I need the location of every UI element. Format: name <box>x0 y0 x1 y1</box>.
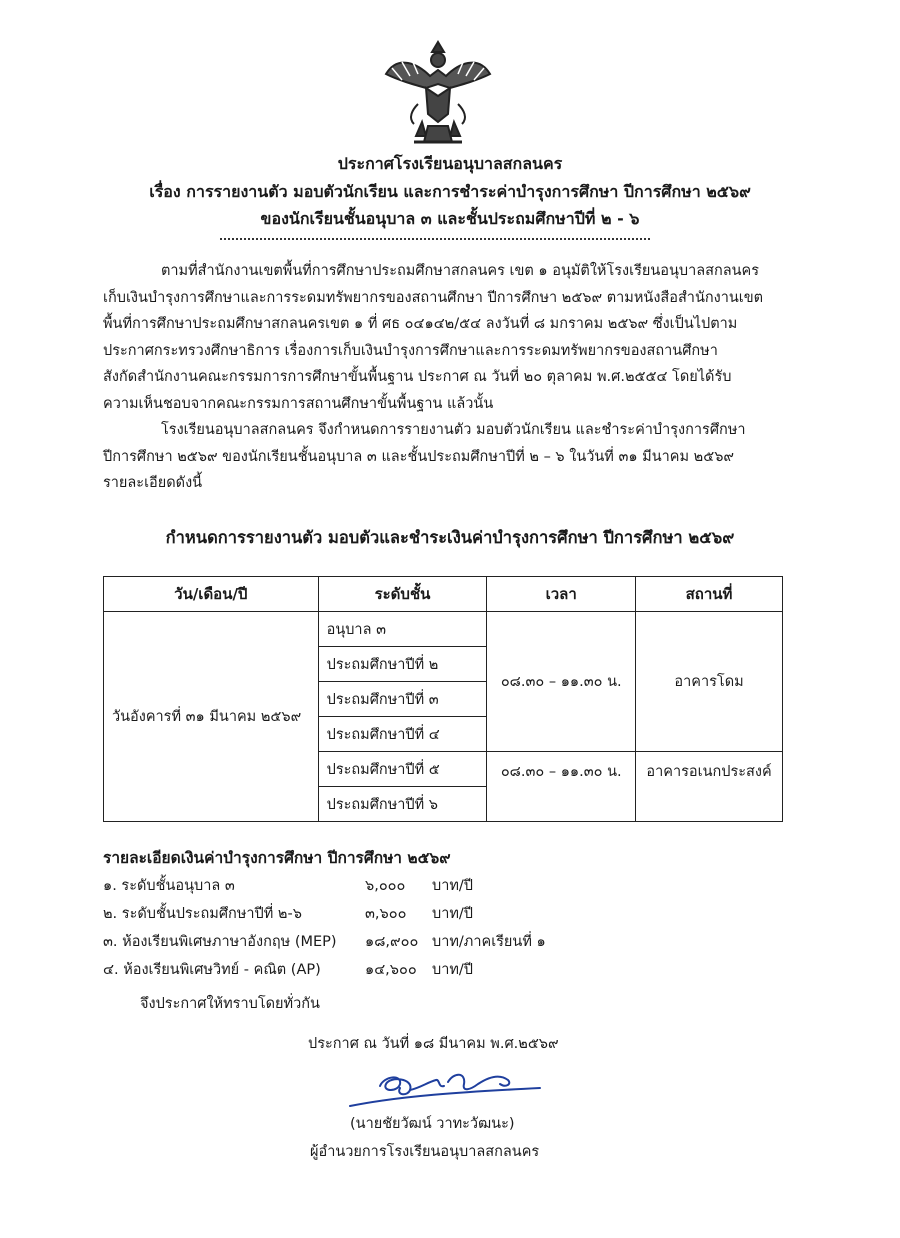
subject-line-2: ของนักเรียนชั้นอนุบาล ๓ และชั้นประถมศึกษาปีที่ ๒ - ๖ <box>260 209 640 228</box>
level-cell: ประถมศึกษาปีที่ ๕ <box>318 752 487 787</box>
signer-name: (นายชัยวัฒน์ วาทะวัฒนะ) <box>350 1116 515 1132</box>
table-header-row <box>104 577 783 612</box>
fee-amount: ๓,๖๐๐ <box>365 906 407 922</box>
subject-line-1: เรื่อง การรายงานตัว มอบตัวนักเรียน และการชำระค่าบำรุงการศึกษา ปีการศึกษา ๒๕๖๙ <box>149 182 751 201</box>
paragraph-2 <box>103 417 783 497</box>
paragraph-line: โรงเรียนอนุบาลสกลนคร จึงกำหนดการรายงานตัว มอบตัวนักเรียน และชำระค่าบำรุงการศึกษา <box>161 422 746 438</box>
col-header-time: เวลา <box>487 577 636 612</box>
fee-name: ๔. ห้องเรียนพิเศษวิทย์ - คณิต (AP) <box>103 962 321 978</box>
col-header-level: ระดับชั้น <box>318 577 487 612</box>
paragraph-line: เก็บเงินบำรุงการศึกษาและการระดมทรัพยากรของสถานศึกษา ปีการศึกษา ๒๕๖๙ ตามหนังสือสำนักงานเขต <box>103 289 764 306</box>
col-header-date: วัน/เดือน/ปี <box>104 577 319 612</box>
fee-name: ๓. ห้องเรียนพิเศษภาษาอังกฤษ (MEP) <box>103 934 337 950</box>
announcement-title: ประกาศโรงเรียนอนุบาลสกลนคร <box>337 154 563 173</box>
paragraph-line: สังกัดสำนักงานคณะกรรมการการศึกษาขั้นพื้นฐาน ประกาศ ณ วันที่ ๒๐ ตุลาคม พ.ศ.๒๕๕๔ โดยได้รับ <box>103 369 732 385</box>
fee-name: ๑. ระดับชั้นอนุบาล ๓ <box>103 878 235 894</box>
level-cell: ประถมศึกษาปีที่ ๒ <box>318 647 487 682</box>
fee-unit: บาท/ปี <box>432 906 473 922</box>
fee-unit: บาท/ปี <box>432 878 473 894</box>
schedule-date: วันอังคารที่ ๓๑ มีนาคม ๒๕๖๙ <box>104 612 319 822</box>
level-cell: ประถมศึกษาปีที่ ๓ <box>318 682 487 717</box>
table-row <box>104 612 783 647</box>
paragraph-1 <box>103 258 783 417</box>
level-cell: ประถมศึกษาปีที่ ๖ <box>318 787 487 822</box>
signature-icon <box>340 1062 560 1116</box>
time-cell-group-2: ๐๘.๓๐ – ๑๑.๓๐ น. <box>487 752 636 822</box>
time-cell-group-1: ๐๘.๓๐ – ๑๑.๓๐ น. <box>487 612 636 752</box>
fee-unit: บาท/ปี <box>432 962 473 978</box>
paragraph-line: ความเห็นชอบจากคณะกรรมการสถานศึกษาขั้นพื้นฐาน แล้วนั้น <box>103 395 494 412</box>
fee-amount: ๑๘,๙๐๐ <box>365 934 419 950</box>
place-cell-group-2: อาคารอเนกประสงค์ <box>636 752 783 822</box>
fee-name: ๒. ระดับชั้นประถมศึกษาปีที่ ๒-๖ <box>103 906 302 922</box>
paragraph-line: ปีการศึกษา ๒๕๖๙ ของนักเรียนชั้นอนุบาล ๓ และชั้นประถมศึกษาปีที่ ๒ – ๖ ในวันที่ ๓๑ มีนาคม ๒๕๖๙ <box>103 448 735 465</box>
place-cell-group-1: อาคารโดม <box>636 612 783 752</box>
dotted-divider <box>220 236 650 240</box>
fee-amount: ๖,๐๐๐ <box>365 878 406 894</box>
paragraph-line: ประกาศกระทรวงศึกษาธิการ เรื่องการเก็บเงินบำรุงการศึกษาและการระดมทรัพยากรของสถานศึกษา <box>103 342 718 359</box>
paragraph-line: ตามที่สำนักงานเขตพื้นที่การศึกษาประถมศึกษาสกลนคร เขต ๑ อนุมัติให้โรงเรียนอนุบาลสกลนคร <box>161 263 760 279</box>
level-cell: ประถมศึกษาปีที่ ๔ <box>318 717 487 752</box>
schedule-table <box>103 576 783 822</box>
fees-title: รายละเอียดเงินค่าบำรุงการศึกษา ปีการศึกษา ๒๕๖๙ <box>103 849 451 867</box>
schedule-title: กำหนดการรายงานตัว มอบตัวและชำระเงินค่าบำรุงการศึกษา ปีการศึกษา ๒๕๖๙ <box>165 528 735 547</box>
level-cell: อนุบาล ๓ <box>318 612 487 647</box>
fee-amount: ๑๔,๖๐๐ <box>365 962 417 978</box>
fee-unit: บาท/ภาคเรียนที่ ๑ <box>432 934 546 950</box>
signer-position: ผู้อำนวยการโรงเรียนอนุบาลสกลนคร <box>310 1144 540 1160</box>
garuda-emblem-icon <box>378 34 498 152</box>
announcement-date: ประกาศ ณ วันที่ ๑๘ มีนาคม พ.ศ.๒๕๖๙ <box>308 1036 559 1052</box>
paragraph-line: พื้นที่การศึกษาประถมศึกษาสกลนครเขต ๑ ที่ ศธ ๐๔๑๔๒/๕๔ ลงวันที่ ๘ มกราคม ๒๕๖๙ ซึ่งเป็นไปตาม <box>103 316 738 332</box>
paragraph-line: รายละเอียดดังนี้ <box>103 475 203 491</box>
closing-notice: จึงประกาศให้ทราบโดยทั่วกัน <box>140 996 320 1012</box>
col-header-place: สถานที่ <box>636 577 783 612</box>
